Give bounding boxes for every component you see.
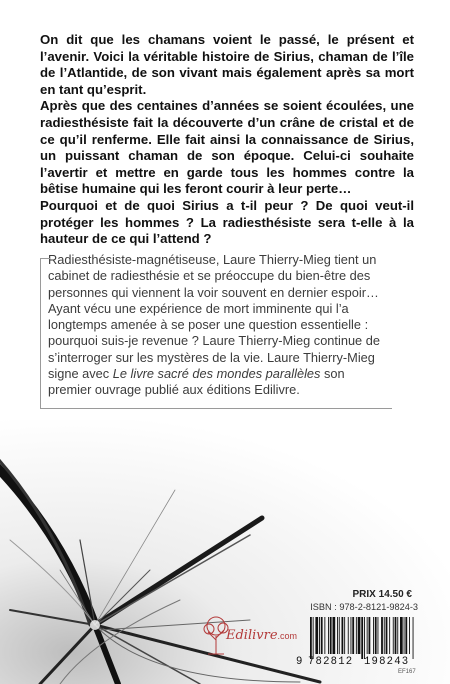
barcode-bar — [395, 617, 397, 654]
bio-frame-rule — [40, 258, 50, 259]
synopsis-paragraph-3: Pourquoi et de quoi Sirius a t-il peur ? De quoi veut-il protéger les hommes ? La radiesthésiste sera t-elle à la hauteur de ce qui l’attend ? — [40, 197, 414, 247]
barcode-bar — [310, 617, 312, 659]
barcode-bar — [389, 617, 390, 654]
artwork-highlight — [90, 620, 100, 630]
barcode-bar — [409, 617, 410, 654]
barcode-bar — [369, 617, 371, 654]
tree-icon — [204, 617, 228, 654]
barcode-left-digits: 782812 — [308, 656, 354, 668]
barcode-bar — [333, 617, 336, 654]
publisher-suffix: .com — [277, 631, 298, 641]
barcode-bar — [321, 617, 323, 654]
bio-text-2: son premier ouvrage publié aux éditions Edilivre. — [48, 366, 345, 398]
barcode-bar — [364, 617, 365, 659]
barcode-bar — [358, 617, 361, 654]
barcode-right-digits: 198243 — [364, 656, 410, 668]
barcode-bar — [378, 617, 379, 654]
barcode-bar — [328, 617, 329, 654]
barcode-bar — [404, 617, 405, 654]
barcode-bar — [367, 617, 368, 654]
price-label: PRIX 14.50 € — [352, 589, 412, 600]
barcode-code-tag: EF167 — [398, 669, 416, 675]
barcode-bar — [348, 617, 349, 654]
barcode-bar — [373, 617, 374, 654]
isbn-label: ISBN : 978-2-8121-9824-3 — [310, 602, 418, 612]
barcode-bar — [315, 617, 318, 654]
barcode-bar — [324, 617, 325, 654]
barcode — [306, 617, 418, 659]
barcode-bar — [384, 617, 385, 654]
barcode-bar — [344, 617, 345, 654]
barcode-bar — [356, 617, 357, 654]
barcode-bar — [339, 617, 340, 654]
synopsis-paragraph-1: On dit que les chamans voient le passé, le présent et l’avenir. Voici la véritable histoire de Sirius, chaman de l’île de l’Atlantide, de son vivant mais également après sa mort en tant qu’esprit. — [40, 32, 414, 97]
barcode-bar — [400, 617, 403, 654]
barcode-bar — [352, 617, 354, 654]
bio-text-1: Radiesthésiste-magnétiseuse, Laure Thierry-Mieg tient un cabinet de radiesthésie et se préoccupe du bien-être des personnes qui viennent la voir souvent en dernier espoir… Ayant vécu une expérience de mort imminente qui l’a longtemps amenée à se poser une question essentielle : pourquoi suis-je revenue ? Laure Thierry-Mieg continue de s’interroger sur les mystères de la vie. Laure Thierry-Mieg signe avec — [48, 252, 380, 382]
barcode-bar — [405, 617, 407, 654]
barcode-bar — [342, 617, 344, 654]
barcode-bar — [397, 617, 398, 654]
barcode-bar — [381, 617, 383, 654]
synopsis — [40, 32, 414, 248]
bio-book-title: Le livre sacré des mondes parallèles — [112, 366, 321, 382]
barcode-digits — [296, 656, 424, 668]
author-bio — [48, 252, 382, 399]
barcode-first-digit: 9 — [296, 656, 303, 668]
barcode-bar — [351, 617, 352, 654]
barcode-bar — [330, 617, 332, 654]
publisher-logo-text — [226, 628, 297, 643]
barcode-bar — [375, 617, 377, 654]
barcode-bar — [313, 617, 314, 659]
barcode-bar — [337, 617, 338, 654]
synopsis-paragraph-2: Après que des centaines d’années se soient écoulées, une radiesthésiste fait la découverte d’un crâne de cristal et de ce qu’il renferme. Elle fait ainsi la connaissance de Sirius, un puissant chaman de son époque. Celui-ci souhaite l’avertir et mettre en garde tous les hommes contre la bêtise humaine qui les feront courir à leur perte… — [40, 98, 414, 197]
barcode-bar — [319, 617, 320, 654]
barcode-bar — [393, 617, 394, 654]
publisher-name: Edilivre — [226, 628, 278, 643]
barcode-bar — [386, 617, 388, 654]
barcode-bar — [361, 617, 363, 659]
barcode-bar — [413, 617, 414, 659]
